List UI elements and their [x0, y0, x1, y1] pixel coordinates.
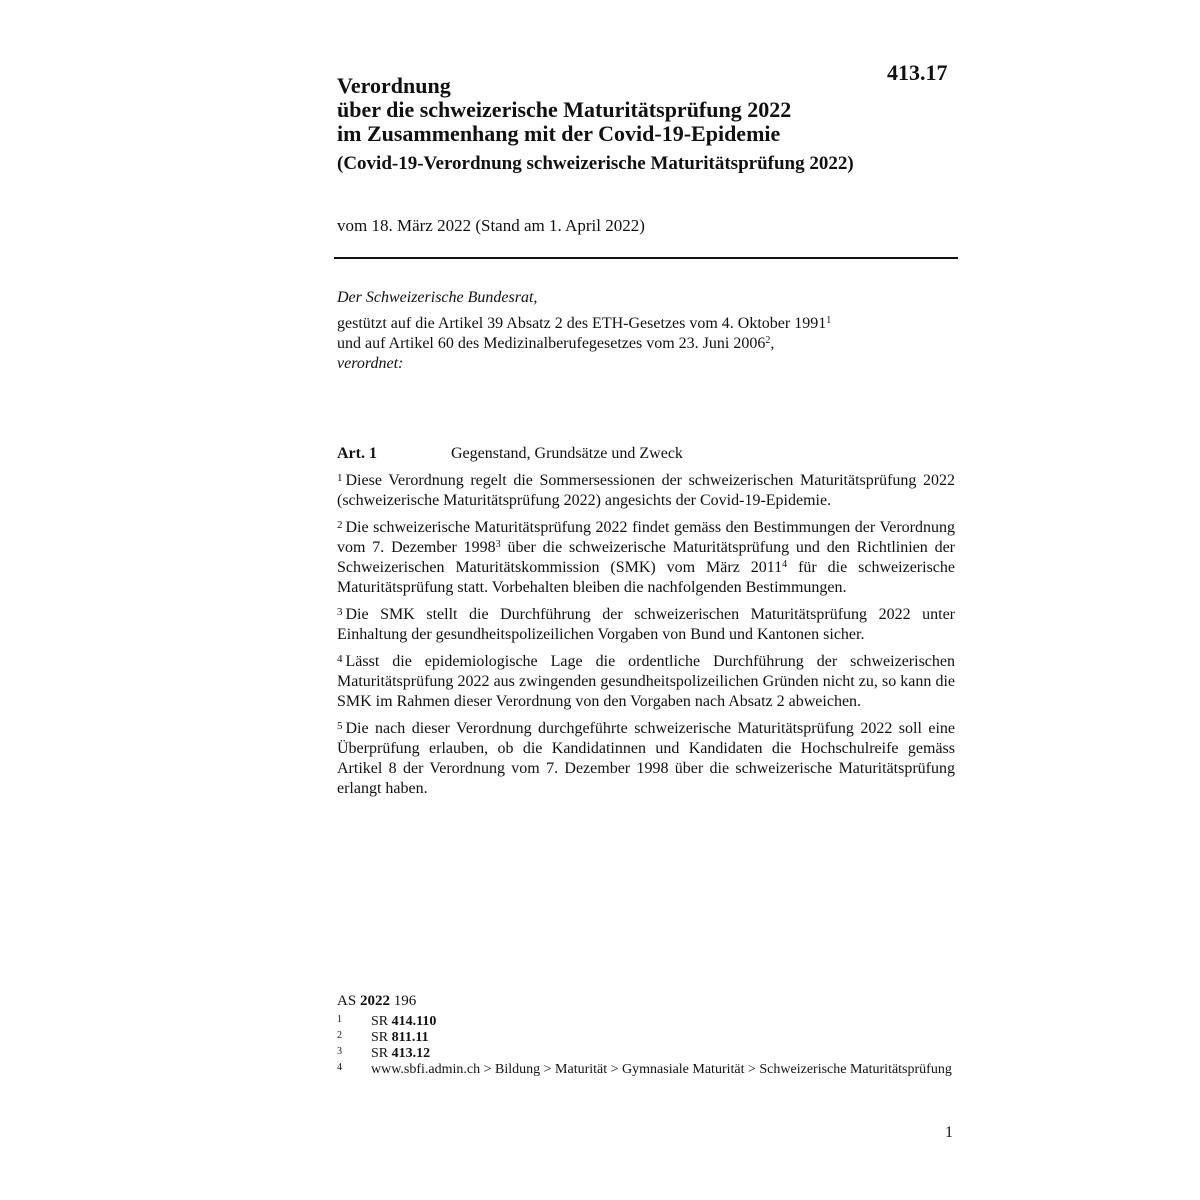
legal-basis-text: gestützt auf die Artikel 39 Absatz 2 des ETH-Gesetzes vom 4. Oktober 1991 — [337, 315, 827, 332]
footnote-ref[interactable]: 4 — [782, 559, 788, 570]
footnote-text — [371, 1014, 957, 1030]
footnote-ref-number[interactable]: 414.110 — [391, 1014, 437, 1029]
paragraph-3 — [337, 605, 955, 645]
document-date: vom 18. März 2022 (Stand am 1. April 2022) — [337, 216, 645, 235]
article-1 — [337, 444, 955, 806]
footnote-number: 4 — [337, 1062, 342, 1073]
paragraph-text: Die SMK stellt die Durchführung der schweizerischen Maturitätsprüfung 2022 unter Einhaltung der gesundheitspolizeilichen Vorgaben von Bund und Kantonen sicher. — [337, 606, 955, 643]
paragraph-4 — [337, 652, 955, 712]
footnote-prefix: SR — [371, 1046, 389, 1061]
paragraph-text: Die nach dieser Verordnung durchgeführte schweizerische Maturitätsprüfung 2022 soll eine Überprüfung erlauben, ob die Kandidatinnen und Kandidaten die Hochschulreife gemäss Artikel 8 der Verordnung vom 7. Dezember 1998 über die schweizerische Maturitätsprüfung erlangt haben. — [337, 720, 955, 797]
paragraph-text: Die schweizerische Maturitätsprüfung 2022 findet gemäss den Bestimmungen der Verordnung vom 7. Dezember 1998 — [337, 519, 955, 556]
authority: Der Schweizerische Bundesrat, — [337, 289, 538, 306]
footnote-number: 2 — [337, 1030, 342, 1041]
page-number: 1 — [945, 1124, 953, 1141]
footnotes — [337, 1014, 957, 1078]
article-header — [337, 444, 955, 464]
preamble — [337, 288, 957, 374]
paragraph-number: 4 — [337, 653, 343, 665]
paragraph-text: Lässt die epidemiologische Lage die ordentliche Durchführung der schweizerischen Maturitätsprüfung 2022 aus zwingenden gesundheitspolizeilichen Gründen nicht zu, so kann die SMK im Rahmen dieser Verordnung von den Vorgaben nach Absatz 2 abweichen. — [337, 653, 955, 710]
legal-basis-line — [337, 314, 957, 334]
paragraph-1 — [337, 471, 955, 511]
sr-number: 413.17 — [887, 60, 948, 85]
paragraph-number: 5 — [337, 720, 343, 732]
legal-basis-line — [337, 334, 957, 354]
footnote — [337, 1014, 957, 1030]
paragraph-text: über die schweizerische Maturitätsprüfung und den Richtlinien der Schweizerischen Maturitätskommission (SMK) vom März 2011 — [337, 539, 955, 576]
footnote-ref[interactable]: 3 — [495, 539, 501, 550]
article-heading: Gegenstand, Grundsätze und Zweck — [451, 445, 683, 462]
as-prefix: AS — [337, 993, 357, 1009]
paragraph-number: 3 — [337, 606, 343, 618]
footnote — [337, 1046, 957, 1062]
footnote-ref[interactable]: 2 — [765, 335, 771, 346]
footnote-ref-number[interactable]: 811.11 — [391, 1030, 429, 1045]
legal-basis-text: und auf Artikel 60 des Medizinalberufegesetzes vom 23. Juni 2006 — [337, 335, 766, 352]
footnote-text — [371, 1046, 957, 1062]
paragraph-text: Diese Verordnung regelt die Sommersessionen der schweizerischen Maturitätsprüfung 2022 (schweizerische Maturitätsprüfung 2022) angesichts der Covid-19-Epidemie. — [337, 472, 955, 509]
divider — [334, 257, 958, 259]
short-title: (Covid-19-Verordnung schweizerische Maturitätsprüfung 2022) — [337, 153, 854, 174]
as-page: 196 — [393, 993, 417, 1009]
article-number: Art. 1 — [337, 445, 377, 462]
title-line: im Zusammenhang mit der Covid-19-Epidemie — [337, 121, 781, 146]
decrees: verordnet: — [337, 355, 404, 372]
paragraph-2 — [337, 518, 955, 598]
footnote-ref[interactable]: 1 — [826, 315, 832, 326]
title-line: über die schweizerische Maturitätsprüfung 2022 — [337, 97, 792, 122]
legal-basis-punct: , — [770, 335, 775, 352]
paragraph-number: 2 — [337, 519, 343, 531]
footnote-number: 1 — [337, 1014, 342, 1025]
footnote — [337, 1062, 957, 1078]
official-compilation-ref — [337, 993, 416, 1010]
document-title — [337, 74, 897, 146]
footnote-prefix: SR — [371, 1030, 389, 1045]
paragraph-text: für die schweizerische Maturitätsprüfung statt. Vorbehalten bleiben die nachfolgenden Bestimmungen. — [337, 559, 955, 596]
footnote — [337, 1030, 957, 1046]
footnote-number: 3 — [337, 1046, 342, 1057]
as-year: 2022 — [359, 993, 390, 1009]
paragraph-number: 1 — [337, 472, 343, 484]
footnote-link[interactable]: www.sbfi.admin.ch > Bildung > Maturität > Gymnasiale Maturität > Schweizerische Maturitätsprüfung — [371, 1062, 952, 1077]
footnote-ref-number[interactable]: 413.12 — [391, 1046, 431, 1061]
footnote-text — [371, 1030, 957, 1046]
paragraph-5 — [337, 719, 955, 799]
footnote-prefix: SR — [371, 1014, 389, 1029]
title-line: Verordnung — [337, 73, 451, 98]
